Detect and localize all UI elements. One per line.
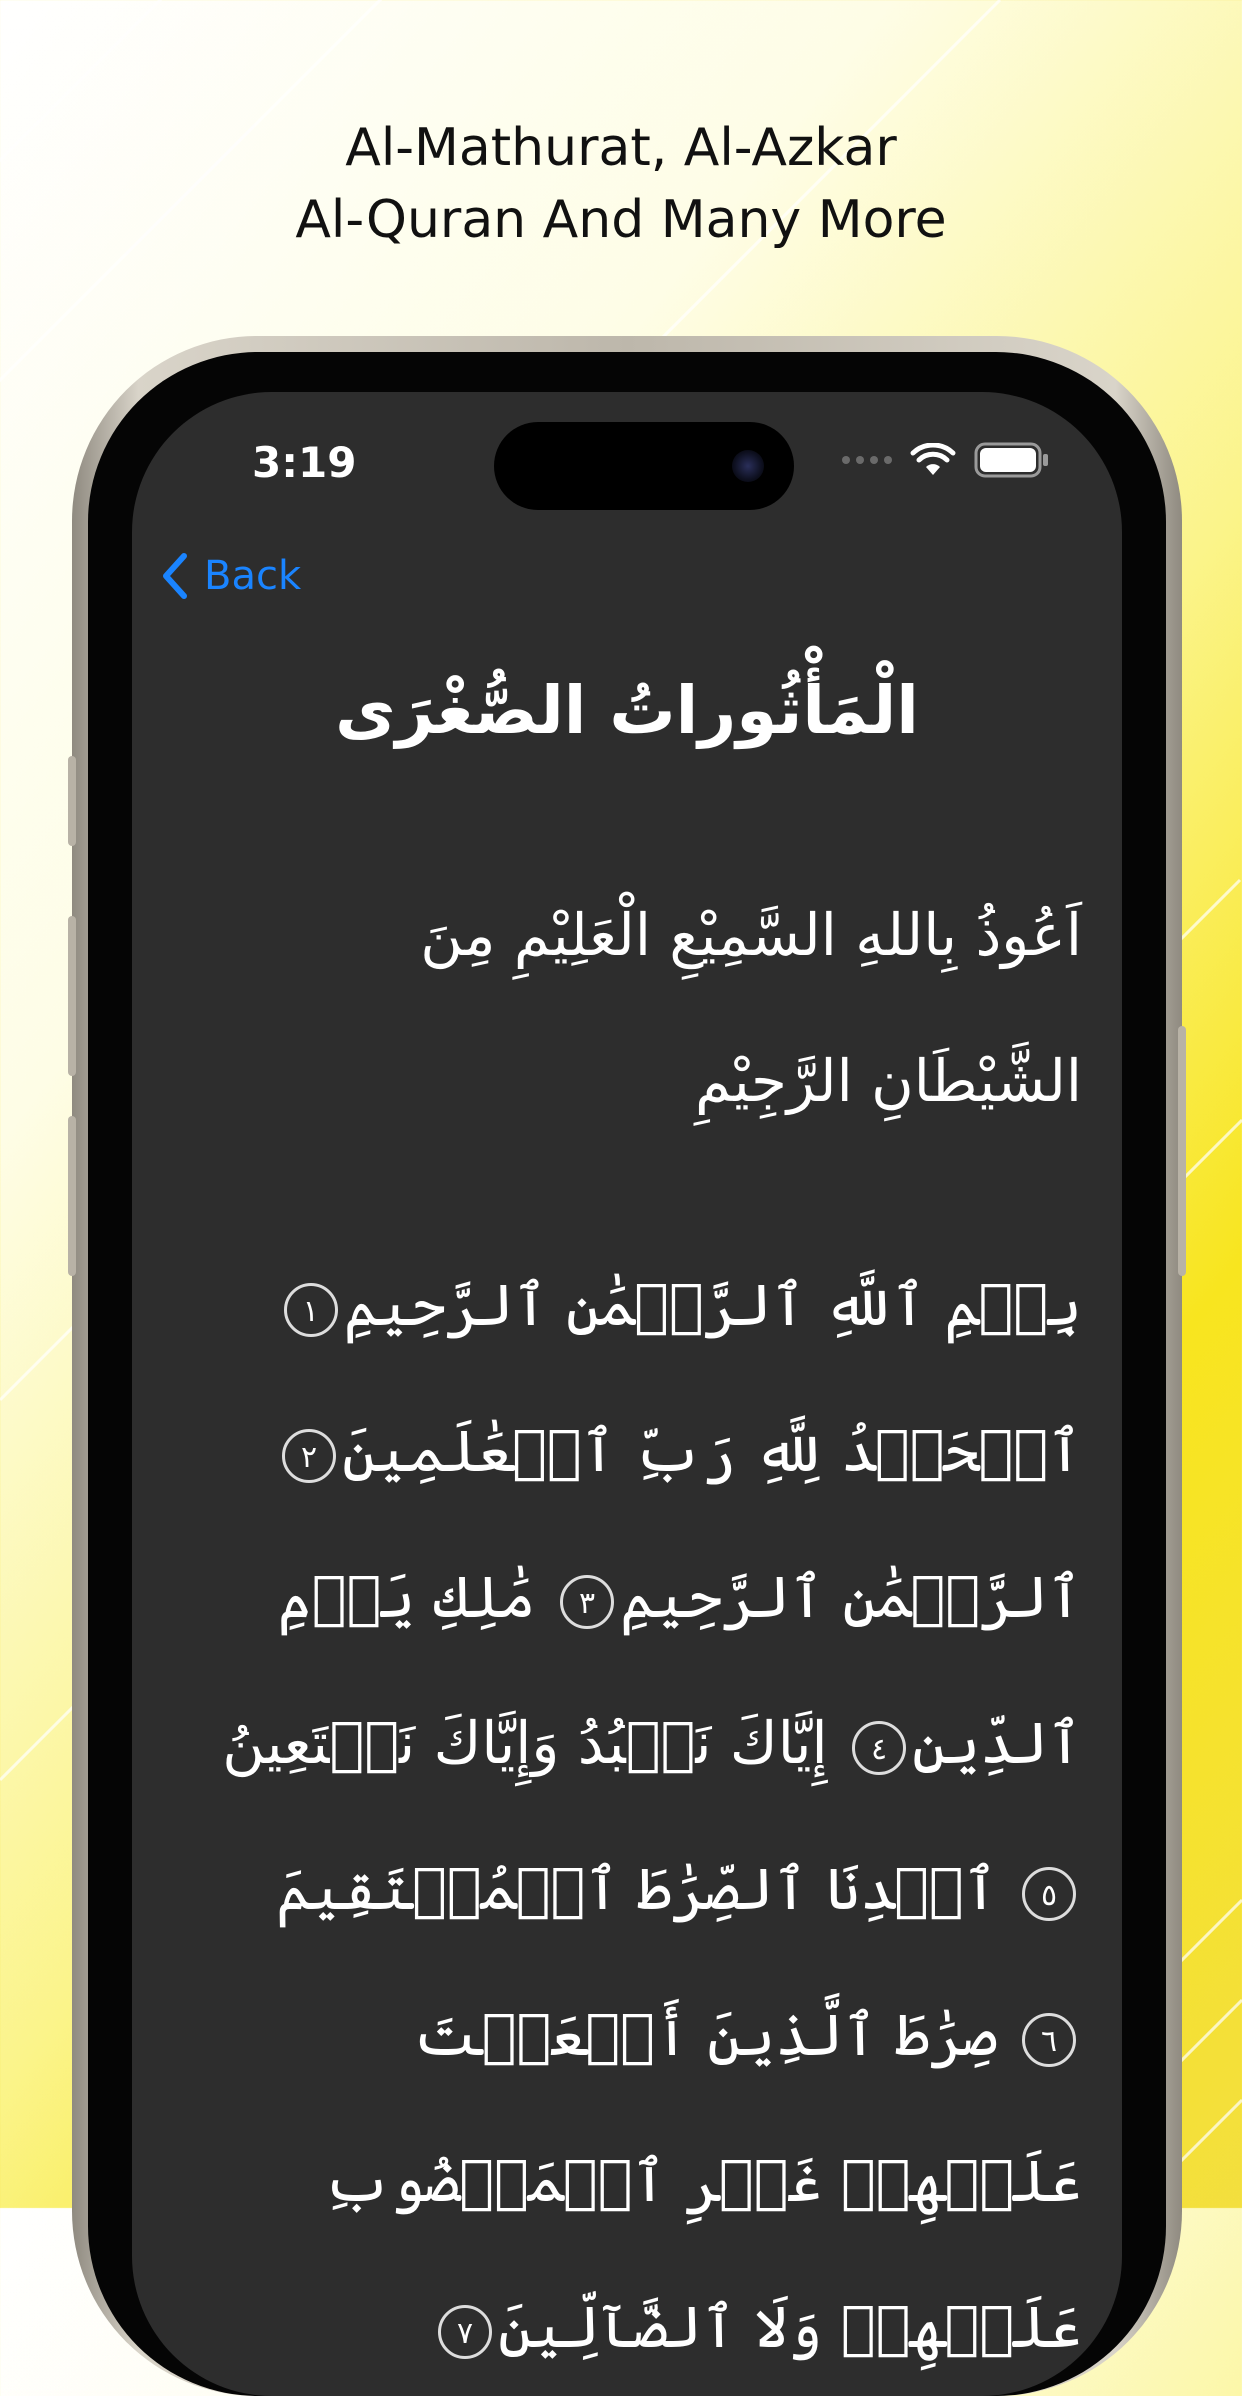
- phone-bezel: [88, 352, 1166, 2396]
- ayah-text: إِيَّاكَ نَعۡبُدُ وَإِيَّاكَ نَسۡتَعِينُ: [222, 1709, 828, 1777]
- ayah-number-marker: ٢: [282, 1429, 336, 1483]
- ayah-number-marker: ٣: [560, 1575, 614, 1629]
- chevron-left-icon: [160, 552, 190, 600]
- ayah-text: ٱهۡدِنَا ٱلصِّرَٰطَ ٱلۡمُسۡتَقِيمَ: [276, 1855, 998, 1923]
- signal-dots-icon: [842, 456, 892, 464]
- headline-line-1: Al-Mathurat, Al-Azkar: [345, 118, 897, 178]
- ayah-number-marker: ٤: [852, 1721, 906, 1775]
- status-icons: [842, 440, 1050, 480]
- phone-power-button: [1178, 1026, 1186, 1276]
- phone-side-button: [68, 756, 76, 846]
- ayah-text: مَٰلِكِ يَوۡمِ ٱلدِّينِ: [277, 1563, 1082, 1777]
- phone-volume-up-button: [68, 916, 76, 1076]
- ayah-text: ٱلرَّحۡمَٰنِ ٱلرَّحِيمِ: [620, 1563, 1082, 1631]
- phone-frame: [72, 336, 1182, 2396]
- ayah-text: ٱلۡحَمۡدُ لِلَّهِ رَبِّ ٱلۡعَٰلَمِينَ: [342, 1417, 1082, 1485]
- page-title: الْمَأْثُوراتُ الصُّغْرَى: [335, 672, 919, 749]
- app-screen: [132, 392, 1122, 2396]
- wifi-icon: [910, 443, 956, 477]
- back-label: Back: [204, 553, 302, 599]
- taawwudh-text: اَعُوذُ بِاللهِ السَّمِيْعِ الْعَلِيْمِ مِنَ الشَّيْطَانِ الرَّجِيْمِ: [420, 901, 1082, 1115]
- back-button[interactable]: [160, 552, 301, 600]
- fatiha-text: [212, 1232, 1082, 2396]
- ayah-number-marker: ٥: [1022, 1867, 1076, 1921]
- headline-line-2: Al-Quran And Many More: [295, 190, 947, 250]
- battery-icon: [974, 442, 1050, 478]
- ayah-number-marker: ٧: [438, 2305, 492, 2359]
- ayah-text: بِسۡمِ ٱللَّهِ ٱلرَّحۡمَٰنِ ٱلرَّحِيمِ: [343, 1271, 1082, 1339]
- front-camera-icon: [732, 450, 764, 482]
- ayah-number-marker: ١: [284, 1283, 338, 1337]
- phone-volume-down-button: [68, 1116, 76, 1276]
- dynamic-island: [494, 422, 794, 510]
- ayah-number-marker: ٦: [1022, 2013, 1076, 2067]
- marketing-headline: [0, 112, 1242, 256]
- status-time: 3:19: [252, 438, 357, 487]
- ayah-text: صِرَٰطَ ٱلَّذِينَ أَنۡعَمۡتَ عَلَيۡهِمۡ غَيۡرِ ٱلۡمَغۡضُوبِ عَلَيۡهِمۡ وَلَا ٱلضَّآلِّينَ: [323, 2001, 1082, 2361]
